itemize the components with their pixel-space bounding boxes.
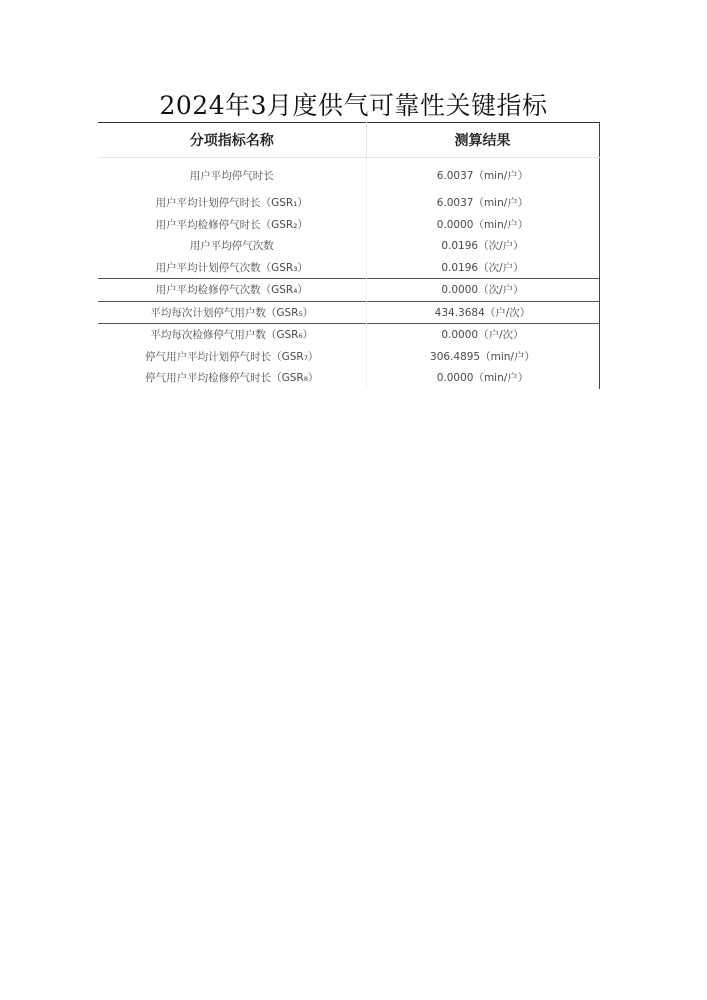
table-row [98, 235, 599, 257]
document-title: 2024年3月度供气可靠性关键指标 [159, 91, 548, 120]
indicator-name: 用户平均计划停气时长（GSR₁） [98, 192, 366, 214]
table-header-row [98, 123, 599, 158]
indicator-value: 306.4895（min/户） [366, 346, 599, 368]
indicator-name: 平均每次计划停气用户数（GSR₅） [98, 301, 366, 324]
table-row [98, 324, 599, 346]
table-row [98, 346, 599, 368]
indicator-name: 用户平均停气时长 [98, 158, 366, 193]
table-row [98, 301, 599, 324]
indicator-value: 0.0196（次/户） [366, 235, 599, 257]
indicator-value: 0.0000（户/次） [366, 324, 599, 346]
indicator-name: 用户平均停气次数 [98, 235, 366, 257]
indicator-name: 用户平均检修停气时长（GSR₂） [98, 214, 366, 236]
indicator-value: 0.0196（次/户） [366, 257, 599, 279]
header-result: 测算结果 [366, 123, 599, 158]
indicator-value: 6.0037（min/户） [366, 158, 599, 193]
indicator-name: 平均每次检修停气用户数（GSR₆） [98, 324, 366, 346]
indicator-value: 0.0000（min/户） [366, 214, 599, 236]
table-row [98, 158, 599, 193]
indicator-value: 434.3684（户/次） [366, 301, 599, 324]
table-row [98, 367, 599, 389]
indicator-name: 停气用户平均计划停气时长（GSR₇） [98, 346, 366, 368]
table-row [98, 279, 599, 302]
indicator-name: 用户平均计划停气次数（GSR₃） [98, 257, 366, 279]
table-row [98, 214, 599, 236]
indicator-value: 0.0000（次/户） [366, 279, 599, 302]
indicator-name: 停气用户平均检修停气时长（GSR₈） [98, 367, 366, 389]
indicator-name: 用户平均检修停气次数（GSR₄） [98, 279, 366, 302]
reliability-indicators-table [98, 122, 600, 389]
header-indicator-name: 分项指标名称 [98, 123, 366, 158]
table-row [98, 192, 599, 214]
table-row [98, 257, 599, 279]
indicator-value: 6.0037（min/户） [366, 192, 599, 214]
indicator-value: 0.0000（min/户） [366, 367, 599, 389]
